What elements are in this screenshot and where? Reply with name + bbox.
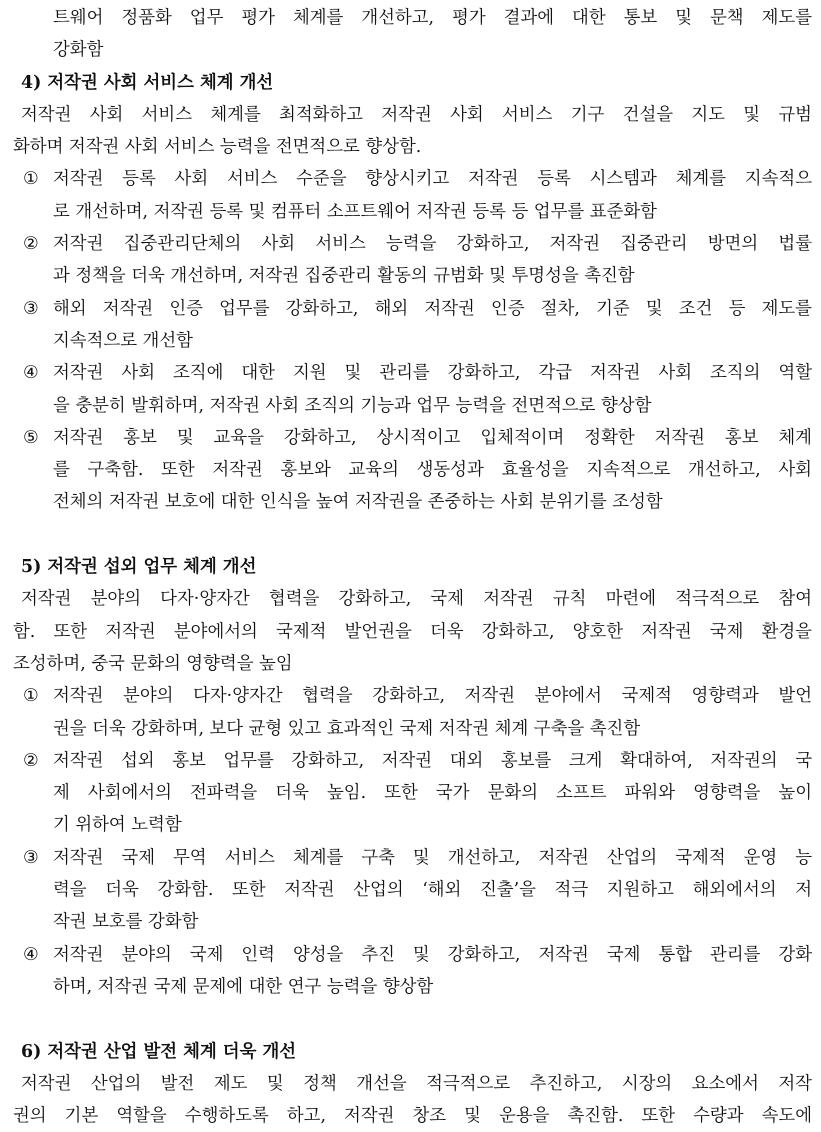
section-5-intro: 조성하며, 중국 문화의 영향력을 높임 [13,653,293,674]
section-4-intro: 화하며 저작권 사회 서비스 능력을 전면적으로 향상함. [13,137,422,158]
item-number: ① [23,686,39,707]
item-number: ② [23,234,39,255]
section-4-intro: 저작권 사회 서비스 체계를 최적화하고 저작권 사회 서비스 기구 건설을 지도 및 규범 [21,104,812,125]
list-item [13,842,812,874]
item-text: 력을 더욱 강화함. 또한 저작권 산업의 ‘해외 진출’을 적극 지원하고 해외에서의 저 [53,880,812,901]
item-text: 를 구축함. 또한 저작권 홍보와 교육의 생동성과 효율성을 지속적으로 개선하고, 사회 [53,460,812,481]
list-item [13,422,812,454]
list-item [13,293,812,325]
item-text: 저작권 등록 사회 서비스 수준을 향상시키고 저작권 등록 시스템과 체계를 지속적으 [53,169,812,190]
item-text: 저작권 분야의 국제 인력 양성을 추진 및 강화하고, 저작권 국제 통합 관리를 강화 [53,944,812,965]
item-number: ④ [23,363,39,384]
section-5-intro: 저작권 분야의 다자·양자간 협력을 강화하고, 국제 저작권 규칙 마련에 적극적으로 참여 [21,589,812,610]
item-number: ② [23,750,39,771]
continuation-line: 강화함 [53,40,104,61]
item-text: 로 개선하며, 저작권 등록 및 컴퓨터 소프트웨어 저작권 등록 등 업무를 표준화함 [53,201,657,222]
item-text: 과 정책을 더욱 개선하며, 저작권 집중관리 활동의 규범화 및 투명성을 촉진함 [53,266,635,287]
item-number: ① [23,169,39,190]
list-item [13,163,812,195]
paragraph-gap [13,1003,812,1035]
item-text: 하며, 저작권 국제 문제에 대한 연구 능력을 향상함 [53,976,434,997]
list-item [13,939,812,971]
item-number: ⑤ [23,427,39,448]
item-text: 저작권 국제 무역 서비스 체계를 구축 및 개선하고, 저작권 산업의 국제적 운영 능 [53,847,812,868]
item-text: 저작권 섭외 홍보 업무를 강화하고, 저작권 대외 홍보를 크게 확대하여, 저작권의 국 [53,750,812,771]
item-text: 권을 더욱 강화하며, 보다 균형 있고 효과적인 국제 저작권 체계 구축을 촉진함 [53,718,641,739]
item-text: 을 충분히 발휘하며, 저작권 사회 조직의 기능과 업무 능력을 전면적으로 향상함 [53,395,652,416]
item-text: 해외 저작권 인증 업무를 강화하고, 해외 저작권 인증 절차, 기준 및 조건 등 제도를 [53,298,812,319]
item-number: ③ [23,847,39,868]
item-number: ④ [23,944,39,965]
section-6-intro: 저작권 산업의 발전 제도 및 정책 개선을 적극적으로 추진하고, 시장의 요소에서 저작 [21,1073,812,1094]
item-text: 저작권 사회 조직에 대한 지원 및 관리를 강화하고, 각급 저작권 사회 조직의 역할 [53,363,812,384]
item-text: 저작권 집중관리단체의 사회 서비스 능력을 강화하고, 저작권 집중관리 방면의 법률 [53,234,812,255]
item-text: 지속적으로 개선함 [53,330,193,351]
section-6-intro: 권의 기본 역할을 수행하도록 하고, 저작권 창조 및 운용을 촉진함. 또한 수량과 속도에 [13,1106,812,1127]
item-number: ③ [23,298,39,319]
item-text: 기 위하여 노력함 [53,815,182,836]
section-4-heading: 4) 저작권 사회 서비스 체계 개선 [21,72,274,93]
section-5-intro: 함. 또한 저작권 분야에서의 국제적 발언권을 더욱 강화하고, 양호한 저작권 국제 환경을 [13,621,812,642]
paragraph-gap [13,519,812,551]
continuation-line: 트웨어 정품화 업무 평가 체계를 개선하고, 평가 결과에 대한 통보 및 문책 제도를 [53,8,812,28]
section-5-heading: 5) 저작권 섭외 업무 체계 개선 [21,557,257,578]
list-item [13,680,812,712]
item-text: 저작권 분야의 다자·양자간 협력을 강화하고, 저작권 분야에서 국제적 영향력과 발언 [53,686,812,707]
item-text: 저작권 홍보 및 교육을 강화하고, 상시적이고 입체적이며 정확한 저작권 홍보 체계 [53,427,812,448]
section-6-heading: 6) 저작권 산업 발전 체계 더욱 개선 [21,1041,297,1062]
list-item [13,745,812,777]
list-item [13,357,812,389]
item-text: 작권 보호를 강화함 [53,912,199,933]
item-text: 제 사회에서의 전파력을 더욱 높임. 또한 국가 문화의 소프트 파워와 영향력을 높이 [53,783,812,804]
list-item [13,228,812,260]
item-text: 전체의 저작권 보호에 대한 인식을 높여 저작권을 존중하는 사회 분위기를 조성함 [53,492,663,513]
